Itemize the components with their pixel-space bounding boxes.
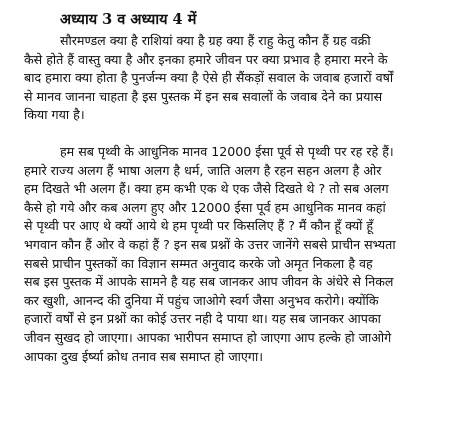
document-page [24, 10, 448, 366]
text-line: कर खुशी, आनन्द की दुनिया में पहुंच जाओगे स्वर्ग जैसा अनुभव करोगे। क्योंकि [24, 292, 379, 308]
text-line: से मानव जानना चाहता है इस पुस्तक में इन सब सवालों के जवाब देने का प्रयास [24, 88, 383, 104]
chapter-heading: अध्याय 3 व अध्याय 4 में [60, 11, 197, 28]
text-line: किया गया है। [24, 107, 85, 123]
text-line: हम सब पृथ्वी के आधुनिक मानव 12000 ईसा पूर्व से पृथ्वी पर रह रहे हैं। [60, 143, 394, 159]
text-line: बाद हमारा क्या होता है पुनर्जन्म क्या है ऐसे ही सैंकड़ों सवाल के जवाब हजारों वर्षों [24, 70, 394, 86]
text-line: से पृथ्वी पर आए थे क्यों आये थे हम पृथ्वी पर किसलिए हैं ? मैं कौन हूँ क्यों हूँ [24, 218, 374, 234]
text-line: जीवन सुखद हो जाएगा। आपका भारीपन समाप्त हो जाएगा आप हल्के हो जाओगे [24, 329, 392, 345]
text-line: भगवान कौन हैं ओर वे कहां हैं ? इन सब प्रश्नों के उत्तर जानेंगे सबसे प्राचीन सभ्यता [24, 236, 396, 252]
text-line: सौरमण्डल क्या है राशियां क्या है ग्रह क्या हैं राहु केतु कौन हैं ग्रह वक्री [60, 33, 371, 48]
text-line: हजारों वर्षों से इन प्रश्नों का कोई उत्तर नही दे पाया था। यह सब जानकर आपका [24, 311, 381, 327]
text-line: हम दिखते भी अलग हैं। क्या हम कभी एक थे एक जैसे दिखते थे ? तो सब अलग [24, 181, 389, 197]
text-line: सब इस पुस्तक में आपके सामने है यह सब जानकर आप जीवन के अंधेरे से निकल [24, 274, 394, 290]
paragraph-main [24, 143, 448, 366]
text-line: हमारे राज्य अलग हैं भाषा अलग है धर्म, जाति अलग है रहन सहन अलग है ओर [24, 162, 382, 178]
text-line: सबसे प्राचीन पुस्तकों का विज्ञान सम्मत अनुवाद करके जो अमृत निकला है वह [24, 255, 373, 271]
text-line: कैसे हो गये और कब अलग हुए और 12000 ईसा पूर्व हम आधुनिक मानव कहां [24, 199, 386, 215]
text-line: आपका दुख ईर्ष्या क्रोध तनाव सब समाप्त हो जाएगा। [24, 348, 264, 364]
text-line: कैसे होते हैं वास्तु क्या है और इनका हमारे जीवन पर क्या प्रभाव है हमारा मरने के [24, 51, 388, 67]
paragraph-gap [24, 125, 448, 143]
paragraph-intro [24, 32, 448, 125]
